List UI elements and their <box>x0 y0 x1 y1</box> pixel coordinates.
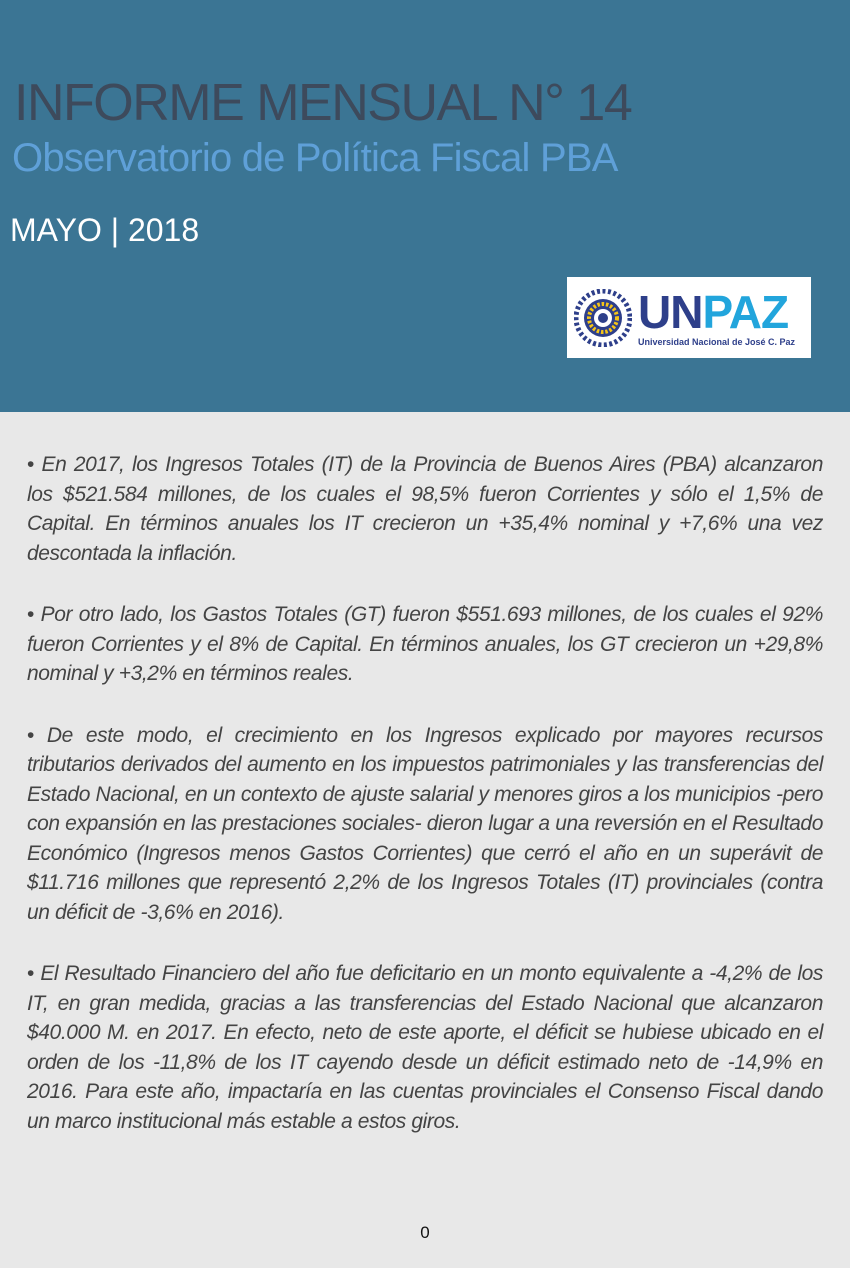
page-number: 0 <box>420 1223 430 1242</box>
summary-paragraph-1 <box>27 450 823 568</box>
report-header <box>0 0 850 412</box>
logo-wordmark-paz: PAZ <box>702 285 789 338</box>
report-title: INFORME MENSUAL N° 14 <box>14 73 632 132</box>
summary-text-1: En 2017, los Ingresos Totales (IT) de la Provincia de Buenos Aires (PBA) alcanzaron los $521.584 millones, de los cuales el 98,5% fueron Corrientes y sólo el 1,5% de Capital. En términos anuales los IT crecieron un +35,4% nominal y +7,6% una vez descontada la inflación. <box>27 453 823 565</box>
summary-text-4: El Resultado Financiero del año fue deficitario en un monto equivalente a -4,2% de los IT, en gran medida, gracias a las transferencias del Estado Nacional que alcanzaron $40.000 M. en 2017. En efecto, neto de este aporte, el déficit se hubiese ubicado en el orden de los -11,8% de los IT cayendo desde un déficit estimado neto de -14,9% en 2016. Para este año, impactaría en las cuentas provinciales el Consenso Fiscal dando un marco institucional más estable a estos giros. <box>27 962 824 1133</box>
logo-wordmark <box>638 285 795 338</box>
report-date: MAYO | 2018 <box>10 212 200 248</box>
summary-paragraph-2 <box>27 600 823 689</box>
report-subtitle: Observatorio de Política Fiscal PBA <box>12 136 618 180</box>
bullet-icon: • <box>27 453 34 476</box>
unpaz-logo <box>567 277 811 358</box>
summary-text-2: Por otro lado, los Gastos Totales (GT) fueron $551.693 millones, de los cuales el 92% fueron Corrientes y el 8% de Capital. En términos anuales, los GT crecieron un +29,8% nominal y +3,2% en términos reales. <box>27 603 823 685</box>
report-summary <box>27 450 823 1168</box>
bullet-icon: • <box>27 962 34 985</box>
bullet-icon: • <box>27 603 34 626</box>
logo-caption: Universidad Nacional de José C. Paz <box>638 336 796 347</box>
bullet-icon: • <box>27 723 34 747</box>
logo-wordmark-un: UN <box>638 285 703 338</box>
summary-paragraph-3 <box>27 721 823 928</box>
summary-text-3: De este modo, el crecimiento en los Ingresos explicado por mayores recursos tributarios derivados del aumento en los impuestos patrimoniales y las transferencias del Estado Nacional, en un contexto de ajuste salarial y menores giros a los municipios -pero con expansión en las prestaciones sociales- dieron lugar a una reversión en el Resultado Económico (Ingresos menos Gastos Corrientes) que cerró el año en un superávit de $11.716 millones que representó 2,2% de los Ingresos Totales (IT) provinciales (contra un déficit de -3,6% en 2016). <box>27 723 824 924</box>
summary-paragraph-4 <box>27 959 823 1136</box>
unpaz-emblem-icon <box>574 289 632 347</box>
